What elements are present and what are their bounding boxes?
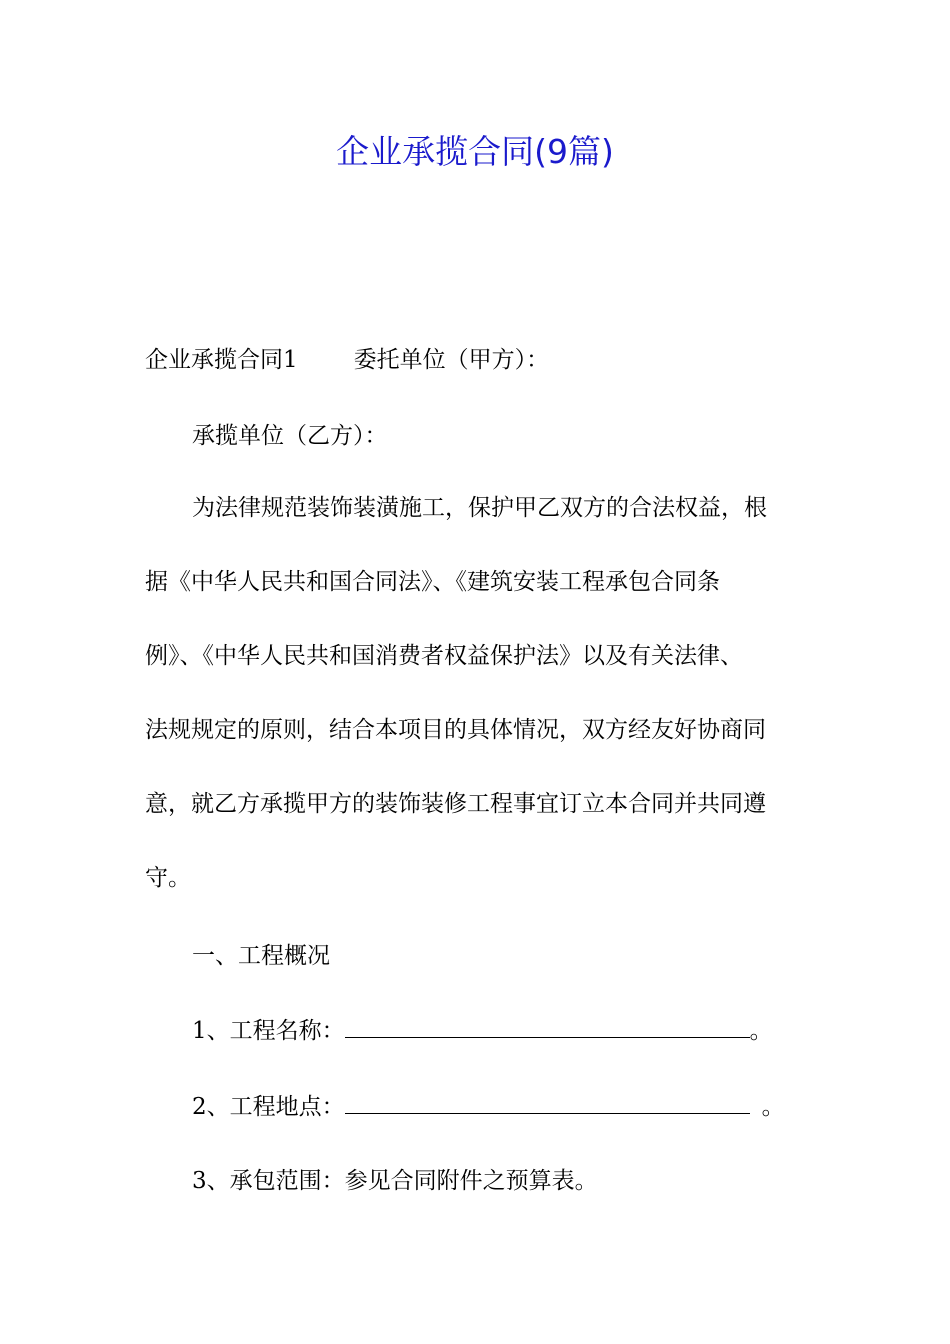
party-a-label: 委托单位（甲方）： (353, 347, 550, 373)
item-contract-scope: 3、承包范围：参见合同附件之预算表。 (192, 1168, 598, 1194)
project-location-label: 2、工程地点： (192, 1094, 345, 1120)
preamble-line: 为法律规范装饰装潢施工，保护甲乙双方的合法权益，根 (192, 495, 767, 521)
item-project-location (192, 1091, 857, 1123)
party-b-label: 承揽单位（乙方）： (192, 423, 388, 449)
item-project-name (192, 1015, 857, 1047)
preamble-line: 守。 (145, 865, 191, 891)
preamble-line: 法规规定的原则，结合本项目的具体情况，双方经友好协商同 (145, 717, 766, 743)
contract-heading-line (145, 344, 810, 376)
section-title: 一、工程概况 (192, 943, 330, 969)
preamble-line: 意，就乙方承揽甲方的装饰装修工程事宜订立本合同并共同遵 (145, 791, 766, 817)
project-location-end: 。 (761, 1094, 785, 1120)
preamble-line: 例》、《中华人民共和国消费者权益保护法》以及有关法律、 (145, 643, 743, 669)
preamble-line: 据《中华人民共和国合同法》、《建筑安装工程承包合同条 (145, 569, 720, 595)
document-title: 企业承揽合同(9篇) (336, 132, 614, 171)
contract-heading: 企业承揽合同1 (145, 347, 298, 373)
project-location-blank (345, 1091, 750, 1114)
project-name-blank (345, 1015, 750, 1038)
project-name-end: 。 (749, 1018, 773, 1044)
project-name-label: 1、工程名称： (192, 1018, 345, 1044)
preamble-paragraph (145, 492, 810, 936)
